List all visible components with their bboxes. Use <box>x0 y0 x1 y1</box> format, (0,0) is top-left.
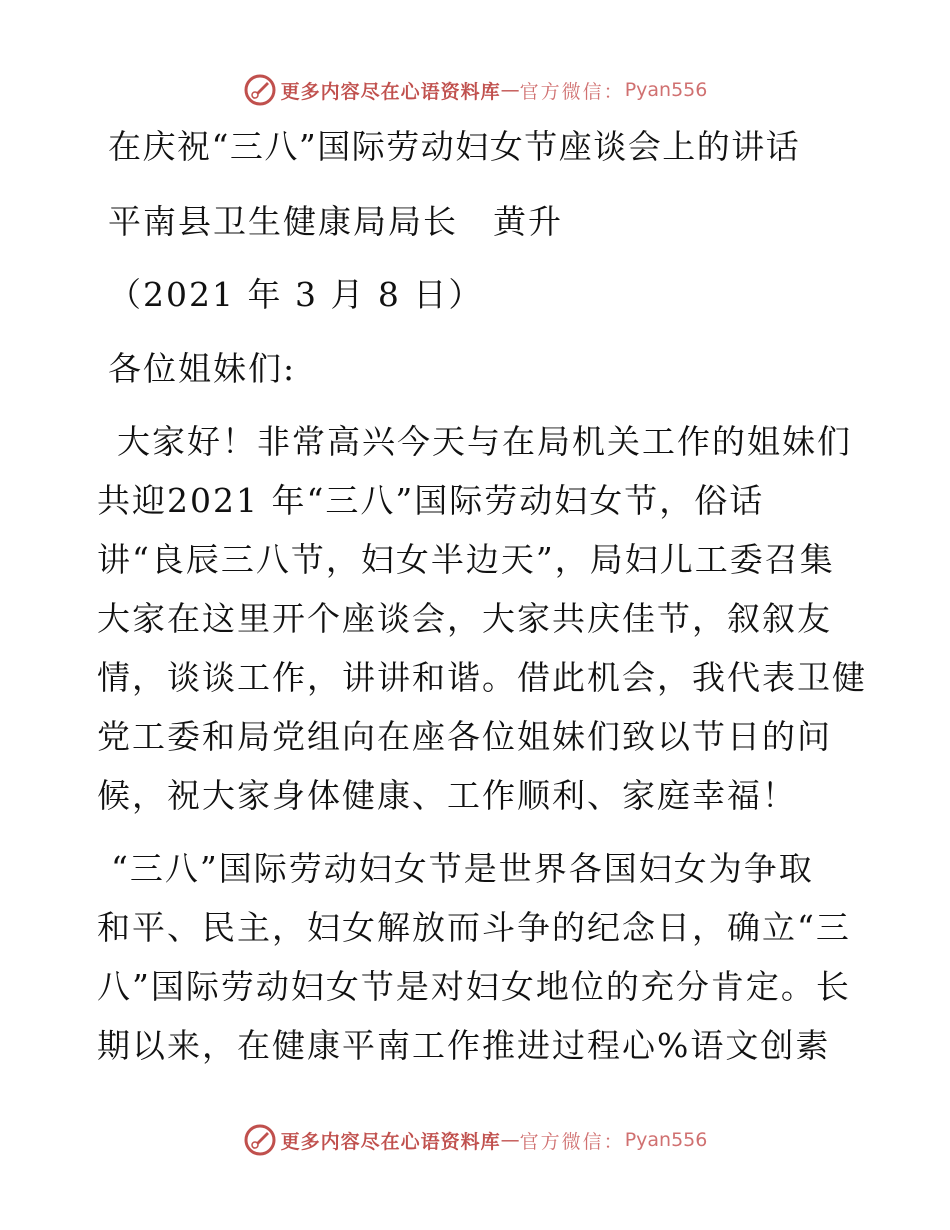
watermark-main-text: 更多内容尽在心语资料库 <box>280 1130 501 1153</box>
paragraph-line: 八”国际劳动妇女节是对妇女地位的充分肯定。长 <box>97 967 851 1006</box>
paragraph-line: 共迎2021 年“三八”国际劳动妇女节，俗话 <box>97 481 765 520</box>
paragraph-line: 讲“良辰三八节，妇女半边天”，局妇儿工委召集 <box>97 540 835 579</box>
paragraph-line: 候，祝大家身体健康、工作顺利、家庭幸福！ <box>97 776 797 815</box>
brand-logo-icon <box>243 73 277 107</box>
watermark-main-text: 更多内容尽在心语资料库 <box>280 80 501 103</box>
watermark-dash: — <box>500 79 520 101</box>
watermark-wechat-id: Pyan556 <box>624 1129 708 1151</box>
document-date: （2021 年 3 月 8 日） <box>108 275 484 314</box>
watermark-sub-text: 官方微信： <box>519 80 625 103</box>
paragraph-line: 和平、民主，妇女解放而斗争的纪念日，确立“三 <box>97 908 851 947</box>
paragraph-line: 大家好！非常高兴今天与在局机关工作的姐妹们 <box>117 422 852 461</box>
paragraph-line: “三八”国际劳动妇女节是世界各国妇女为争取 <box>111 849 814 888</box>
document-salutation: 各位姐妹们: <box>108 349 297 388</box>
document-title: 在庆祝“三八”国际劳动妇女节座谈会上的讲话 <box>108 127 801 166</box>
footer-watermark <box>0 1120 950 1160</box>
watermark-dash: — <box>500 1129 520 1151</box>
paragraph-line: 期以来，在健康平南工作推进过程心%语文创素 <box>97 1026 831 1065</box>
watermark-wechat-id: Pyan556 <box>624 79 708 101</box>
document-author: 平南县卫生健康局局长 黄升 <box>108 202 563 241</box>
paragraph-line: 党工委和局党组向在座各位姐妹们致以节日的问 <box>97 717 832 756</box>
brand-logo-icon <box>243 1123 277 1157</box>
header-watermark <box>0 70 950 110</box>
watermark-sub-text: 官方微信： <box>519 1130 625 1153</box>
paragraph-line: 大家在这里开个座谈会，大家共庆佳节，叙叙友 <box>97 599 832 638</box>
paragraph-line: 情，谈谈工作，讲讲和谐。借此机会，我代表卫健 <box>97 658 867 697</box>
